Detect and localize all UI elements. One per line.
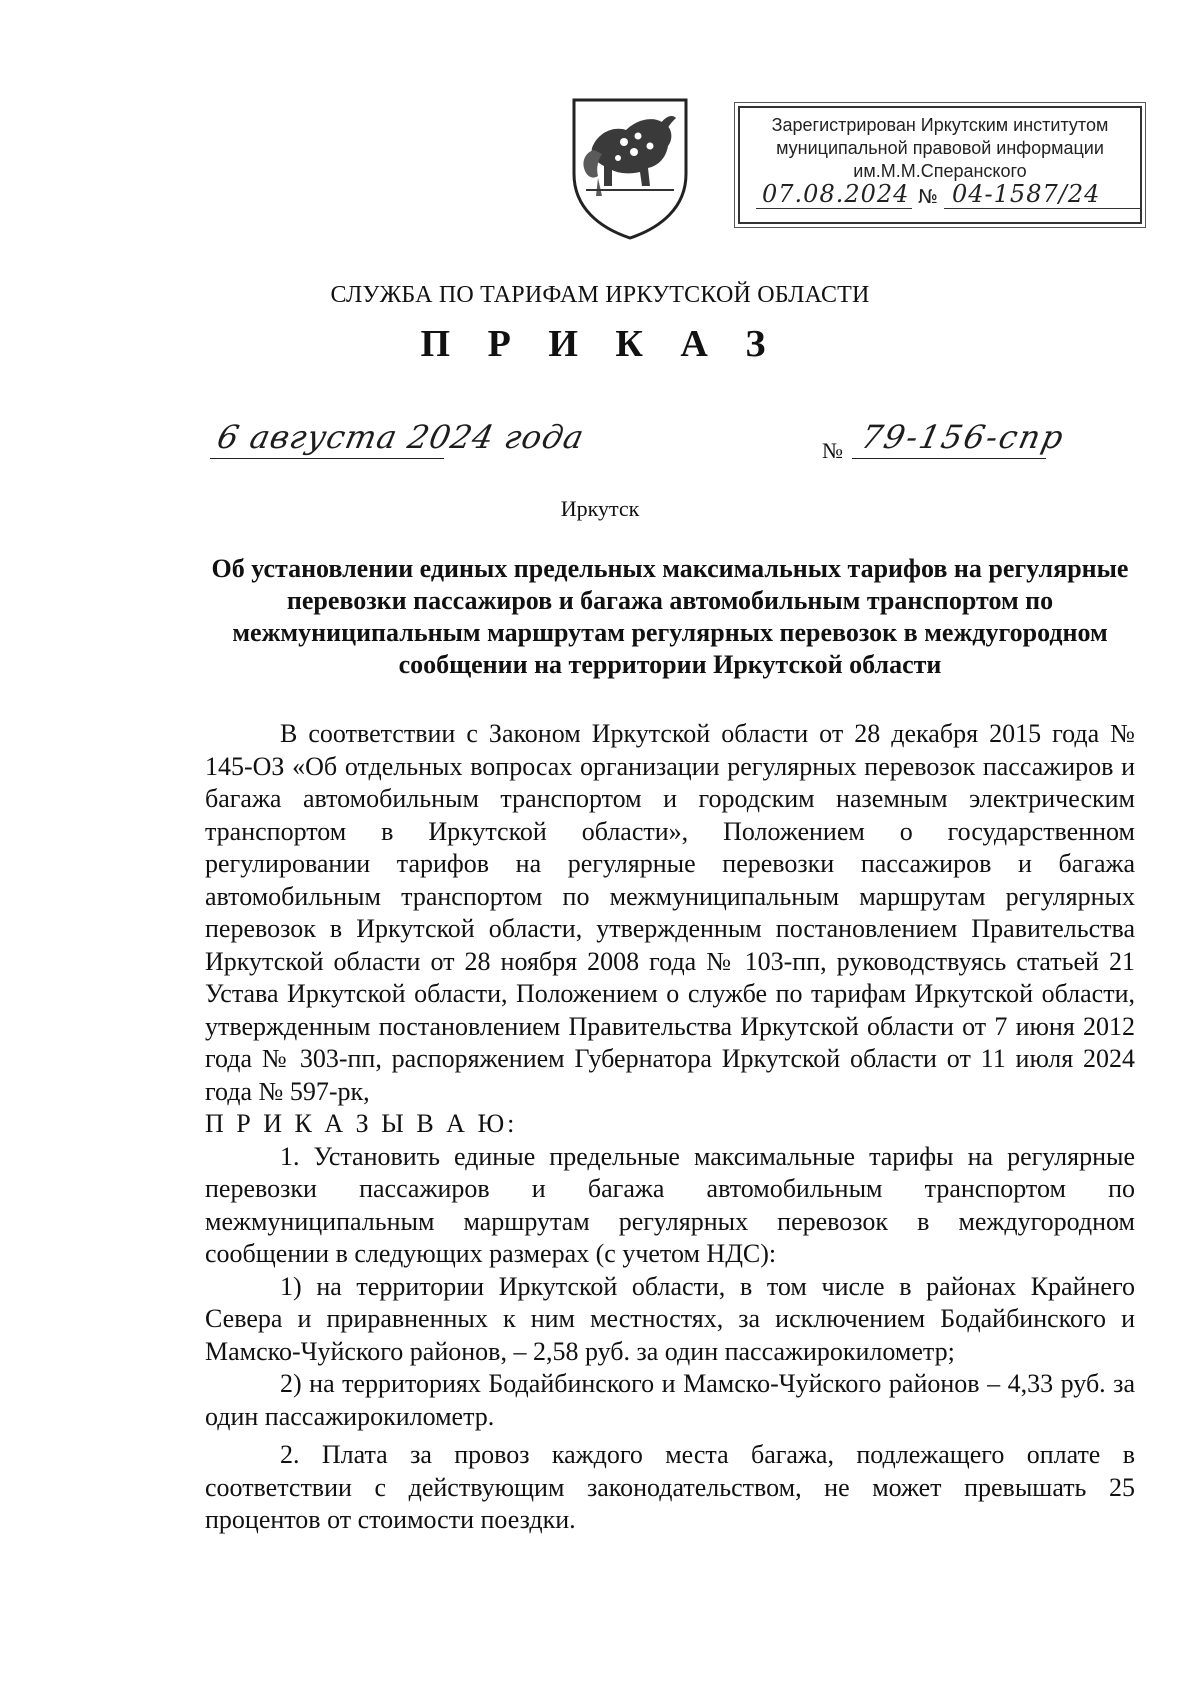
service-name: СЛУЖБА ПО ТАРИФАМ ИРКУТСКОЙ ОБЛАСТИ [330, 282, 870, 308]
stamp-registration-row [756, 180, 1134, 210]
order-date-underline [210, 458, 444, 459]
registration-stamp [738, 106, 1142, 224]
order-number-handwritten: 79-156-спр [857, 418, 1069, 456]
order-word: П Р И К А З Ы В А Ю: [205, 1109, 518, 1138]
stamp-reg-number: 04-1587/24 [952, 180, 1101, 208]
item-1-2-paragraph: 2) на территориях Бодайбинского и Мамско-Чуйского районов – 4,33 руб. за один пассажирокилометр. [205, 1369, 1135, 1431]
stamp-number-underline [944, 208, 1140, 209]
stamp-line-1: Зарегистрирован Иркутским институтом [771, 115, 1109, 135]
order-date-handwritten: 6 августа 2024 года [213, 418, 588, 456]
item-1-paragraph: 1. Установить единые предельные максимальные тарифы на регулярные перевозки пассажиров и багажа автомобильным транспортом по межмуниципальным маршрутам регулярных перевозок в междугородном сообщении в следующих размерах (с учетом НДС): [205, 1141, 1135, 1268]
stamp-number-sign: № [918, 186, 938, 208]
order-number-sign: № [822, 438, 843, 463]
preamble-paragraph: В соответствии с Законом Иркутской области от 28 декабря 2015 года № 145-ОЗ «Об отдельных вопросах организации регулярных перевозок пассажиров и багажа автомобильным транспортом и городским наземным электрическим транспортом в Иркутской области», Положением о государственном регулировании тарифов на регулярные перевозки пассажиров и багажа автомобильным транспортом по межмуниципальным маршрутам регулярных перевозок в Иркутской области, утвержденным постановлением Правительства Иркутской области от 28 ноября 2008 года № 103-пп, руководствуясь статьей 21 Устава Иркутской области, Положением о службе по тарифам Иркутской области, утвержденным постановлением Правительства Иркутской области от 7 июня 2012 года № 303-пп, распоряжением Губернатора Иркутской области от 11 июля 2024 года № 597-рк, [205, 719, 1135, 1106]
city: Иркутск [560, 496, 640, 521]
order-number-underline [852, 458, 1046, 459]
document-body [205, 718, 1135, 1537]
item-1-1-paragraph: 1) на территории Иркутской области, в том числе в районах Крайнего Севера и приравненных к ним местностях, за исключением Бодайбинского и Мамско-Чуйского районов, – 2,58 руб. за один пассажирокилометр; [205, 1271, 1135, 1366]
document-type: П Р И К А З [420, 323, 780, 365]
document-title: Об установлении единых предельных максимальных тарифов на регулярные перевозки пассажиров и багажа автомобильным транспортом по межмуниципальным маршрутам регулярных перевозок в междугородном сообщении на территории Иркутской области [211, 554, 1129, 679]
stamp-date-underline [756, 208, 912, 209]
item-2-paragraph: 2. Плата за провоз каждого места багажа, подлежащего оплате в соответствии с действующим законодательством, не может превышать 25 процентов от стоимости поездки. [205, 1440, 1135, 1534]
stamp-reg-date: 07.08.2024 [762, 180, 910, 208]
coat-of-arms-icon [568, 96, 692, 242]
stamp-line-2: муниципальной правовой информации [776, 138, 1104, 158]
stamp-line-3: им.М.М.Сперанского [853, 161, 1027, 181]
